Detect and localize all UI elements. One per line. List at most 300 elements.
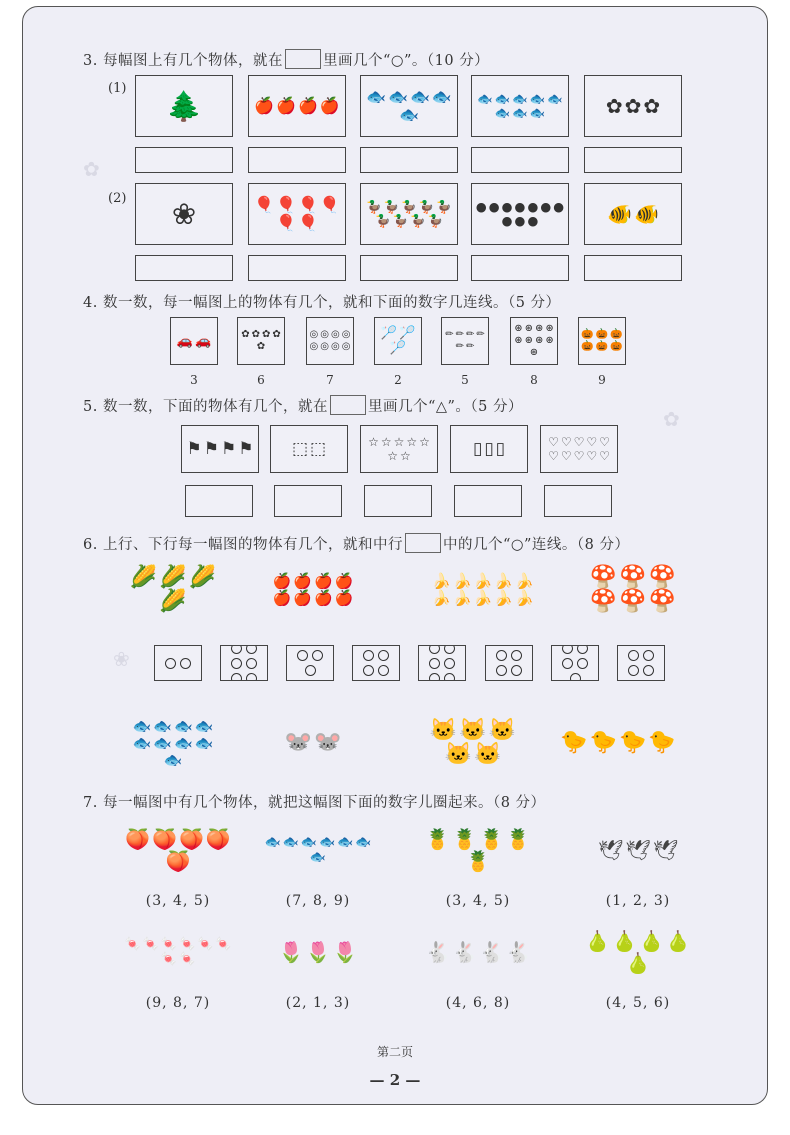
duck-icon: 🦆 (392, 213, 408, 228)
cylinder-icon: ▯ (484, 438, 494, 459)
picture-frame (471, 75, 569, 137)
flower-icon: ✿ (624, 94, 642, 118)
picture-frame (584, 183, 682, 245)
ball-icon: ● (475, 198, 487, 214)
circle-box (551, 645, 599, 681)
fish-icon: 🐟 (529, 90, 546, 106)
apple-icon: 🍎 (254, 96, 275, 115)
apple-icon: 🍎 (319, 96, 340, 115)
picture-frame (360, 183, 458, 245)
pineapple-icon: 🍍 (479, 827, 504, 851)
flower-icon: ✿ (241, 329, 250, 340)
star-icon: ☆ (419, 435, 430, 449)
pumpkin-icon: 🎃 (595, 329, 609, 340)
corn-icon: 🌽 (159, 565, 187, 590)
picture-frame (441, 317, 489, 365)
car-icon: 🚗 (195, 333, 212, 349)
picture-frame (360, 75, 458, 137)
answer-box[interactable] (135, 147, 233, 173)
bleed-through-mark: ✿ (83, 157, 100, 181)
balloon-icon: 🎈 (254, 195, 275, 214)
apple-icon: 🍎 (293, 589, 312, 607)
circle-icon (429, 673, 440, 682)
picture-group (263, 707, 363, 779)
ball-icon: ● (501, 198, 513, 214)
bird-icon: 🕊 (652, 838, 679, 862)
answer-box-sample (405, 533, 441, 553)
number-options[interactable]: (3, 4, 5) (145, 893, 211, 909)
ball-icon: ● (501, 213, 513, 228)
candy-icon: 🍬 (160, 952, 177, 967)
fish-icon: 🐟 (494, 105, 511, 120)
circle-box (352, 645, 400, 681)
picture-group (583, 921, 693, 983)
circle-icon (363, 665, 374, 676)
fish-icon: 🐟 (174, 716, 193, 735)
peach-icon: 🍑 (179, 827, 204, 851)
mushroom-icon: 🍄 (619, 589, 647, 614)
duck-icon: 🦆 (436, 198, 452, 214)
fish-icon: 🐟 (194, 733, 214, 752)
picture-frame (584, 75, 682, 137)
duck-icon: 🦆 (401, 198, 417, 214)
circle-box (220, 645, 268, 681)
corn-icon: 🌽 (188, 565, 217, 590)
number-options[interactable]: (1, 2, 3) (605, 893, 671, 909)
ball-icon: ⊛ (545, 323, 554, 334)
ball-icon: ⊛ (529, 347, 539, 358)
fish-icon: 🐟 (132, 733, 152, 752)
circle-icon (444, 673, 455, 682)
picture-group (423, 707, 523, 779)
ball-icon: ● (514, 198, 526, 214)
fish-icon: 🐟 (410, 87, 430, 106)
pumpkin-icon: 🎃 (610, 329, 623, 340)
pear-icon: 🍐 (625, 951, 651, 975)
mushroom-icon: 🍄 (589, 589, 618, 614)
answer-box[interactable] (584, 255, 682, 281)
answer-box[interactable] (135, 255, 233, 281)
pencil-icon: ✏ (455, 329, 464, 340)
ball-icon: ● (540, 198, 552, 214)
balloon-icon: 🎈 (319, 195, 340, 214)
star-icon: ☆ (393, 435, 405, 449)
picture-frame (510, 317, 558, 365)
banana-icon: 🍌 (473, 572, 493, 590)
candy-icon: 🍬 (179, 952, 196, 967)
fish-icon: 🐟 (388, 87, 408, 106)
heart-icon: ♡ (586, 449, 598, 463)
circle-icon (371, 680, 382, 681)
bleed-through-mark: ❀ (113, 647, 130, 671)
bleed-through-mark: ✿ (663, 407, 680, 431)
answer-box[interactable] (544, 485, 612, 517)
number-options[interactable]: (2, 1, 3) (285, 995, 351, 1011)
page-label: 第二页 (376, 1045, 413, 1059)
balloon-icon: 🎈 (298, 195, 318, 214)
circle-icon (246, 645, 257, 654)
pear-icon: 🍐 (639, 929, 664, 953)
circle-icon (444, 658, 455, 669)
apple-icon: 🍎 (314, 572, 333, 590)
flower-icon: ✿ (272, 329, 281, 340)
question-5-title: 5. 数一数，下面的物体有几个，就在 里画几个“△”。（5 分） (83, 395, 523, 416)
answer-box[interactable] (584, 147, 682, 173)
circle-icon (496, 650, 507, 661)
circle-icon (577, 658, 588, 669)
tree-icon: 🌲 (166, 88, 202, 123)
circle-box (617, 645, 665, 681)
peach-icon: 🍑 (125, 827, 151, 851)
flower-icon: 🌷 (332, 940, 358, 964)
banana-icon: 🍌 (494, 589, 514, 607)
answer-box[interactable] (360, 147, 458, 173)
duck-icon: 🦆 (374, 213, 391, 228)
circle-icon (628, 650, 639, 661)
candy-icon: ◎ (320, 329, 329, 340)
corn-icon: 🌽 (129, 565, 158, 590)
mushroom-icon: 🍄 (648, 589, 677, 614)
picture-frame (248, 183, 346, 245)
cat-icon: 🐱 (488, 718, 517, 743)
ball-icon: ⊛ (514, 335, 523, 346)
picture-frame (270, 425, 348, 473)
duck-icon: 🦆 (383, 198, 400, 214)
picture-frame (450, 425, 528, 473)
fish-icon: 🐟 (337, 835, 354, 850)
heart-icon: ♡ (573, 435, 585, 449)
candy-icon: 🍬 (197, 937, 214, 952)
fish-icon: 🐟 (282, 835, 299, 850)
answer-box-sample (330, 395, 366, 415)
balloon-icon: 🎈 (298, 213, 318, 232)
duck-icon: 🦆 (410, 213, 426, 228)
number-options[interactable]: (4, 5, 6) (605, 995, 671, 1011)
chick-icon: 🐤 (648, 730, 676, 755)
pumpkin-icon: 🎃 (581, 341, 594, 352)
pencil-icon: ✏ (476, 329, 485, 340)
picture-frame (181, 425, 259, 473)
duck-icon: 🦆 (366, 198, 382, 214)
answer-box[interactable] (471, 147, 569, 173)
row-2-label: (2) (108, 191, 127, 206)
ball-icon: ● (514, 213, 526, 228)
peach-icon: 🍑 (165, 849, 191, 873)
candy-icon: ◎ (309, 341, 319, 352)
flower-icon: 🌷 (305, 940, 331, 964)
apple-icon: 🍎 (314, 589, 333, 607)
picture-group (583, 559, 683, 621)
circle-icon (643, 665, 654, 676)
fish-icon: 🐠 (607, 202, 632, 226)
candy-icon: 🍬 (179, 937, 196, 952)
fish-icon: 🐟 (477, 90, 493, 106)
heart-icon: ♡ (586, 435, 598, 449)
answer-box[interactable] (274, 485, 342, 517)
number-options[interactable]: (7, 8, 9) (285, 893, 351, 909)
number-label: 2 (394, 373, 402, 387)
picture-frame (578, 317, 626, 365)
picture-frame (360, 425, 438, 473)
pineapple-icon: 🍍 (452, 827, 477, 851)
shuttlecock-icon: 🏸 (389, 341, 407, 356)
circle-box (418, 645, 466, 681)
cube-icon: ⬚ (291, 438, 308, 459)
banana-icon: 🍌 (494, 572, 514, 590)
cat-icon: 🐱 (429, 718, 458, 743)
heart-icon: ♡ (560, 435, 572, 449)
circle-icon (312, 650, 323, 661)
fish-icon: 🐟 (300, 835, 317, 850)
bird-icon: 🕊 (625, 838, 651, 862)
page-number: — 2 — (369, 1071, 421, 1089)
picture-frame (306, 317, 354, 365)
candy-icon: ◎ (331, 329, 340, 340)
star-icon: ☆ (380, 435, 392, 449)
pear-icon: 🍐 (665, 929, 691, 953)
ball-icon: ⊛ (545, 335, 554, 346)
fish-icon: 🐟 (431, 87, 452, 106)
fish-icon: 🐟 (512, 105, 528, 120)
circle-icon (429, 658, 440, 669)
candy-icon: 🍬 (160, 937, 177, 952)
circle-icon (246, 658, 257, 669)
flower-icon: ✿ (256, 341, 266, 352)
circle-icon (180, 658, 191, 669)
number-label: 9 (598, 373, 606, 387)
circle-icon (444, 645, 455, 654)
pumpkin-icon: 🎃 (610, 341, 623, 352)
number-label: 6 (257, 373, 265, 387)
circle-icon (496, 665, 507, 676)
answer-box[interactable] (360, 255, 458, 281)
picture-group (423, 921, 533, 983)
duck-icon: 🦆 (418, 198, 435, 214)
circle-icon (378, 665, 389, 676)
ball-icon: ⊛ (524, 323, 533, 334)
pineapple-icon: 🍍 (425, 827, 451, 851)
ball-icon: ● (527, 198, 539, 214)
picture-group (123, 819, 233, 881)
candy-icon: ◎ (309, 329, 319, 340)
pear-icon: 🍐 (612, 929, 637, 953)
flower-icon: ✿ (643, 94, 661, 118)
cat-icon: 🐱 (444, 742, 472, 767)
answer-box[interactable] (248, 255, 346, 281)
shuttlecock-icon: 🏸 (380, 326, 397, 341)
star-icon: ☆ (406, 435, 418, 449)
picture-frame (248, 75, 346, 137)
circle-box (286, 645, 334, 681)
star-icon: ☆ (400, 449, 411, 463)
peach-icon: 🍑 (205, 827, 231, 851)
answer-box[interactable] (364, 485, 432, 517)
picture-frame (135, 183, 233, 245)
picture-group (423, 559, 543, 621)
circle-icon (378, 645, 389, 646)
pineapple-icon: 🍍 (465, 849, 491, 873)
fish-icon: 🐟 (153, 716, 172, 735)
fish-icon: 🐟 (163, 750, 183, 769)
chick-icon: 🐤 (619, 730, 647, 755)
circle-icon (297, 650, 308, 661)
cube-icon: ⬚ (310, 438, 327, 459)
circle-icon (378, 650, 389, 661)
circle-box (154, 645, 202, 681)
flower-icon: 🌷 (278, 940, 304, 964)
apple-icon: 🍎 (276, 96, 296, 115)
question-3-title: 3. 每幅图上有几个物体，就在 里画几个“○”。（10 分） (83, 49, 489, 70)
rabbit-icon: 🐇 (452, 940, 477, 964)
circle-box (485, 645, 533, 681)
circle-icon (246, 673, 257, 682)
number-options[interactable]: (4, 6, 8) (445, 995, 511, 1011)
picture-frame (540, 425, 618, 473)
question-4-title: 4. 数一数，每一幅图上的物体有几个，就和下面的数字几连线。（5 分） (83, 295, 561, 311)
heart-icon: ♡ (548, 449, 559, 463)
fish-icon: 🐟 (174, 733, 193, 752)
picture-group (263, 819, 373, 881)
flower-icon: ✿ (605, 94, 623, 118)
candy-icon: 🍬 (142, 937, 159, 952)
picture-group (263, 559, 363, 621)
circle-icon (363, 645, 374, 646)
circle-icon (165, 658, 176, 669)
number-options[interactable]: (3, 4, 5) (445, 893, 511, 909)
fish-icon: 🐟 (512, 90, 528, 106)
circle-icon (231, 673, 242, 682)
balloon-icon: 🎈 (276, 213, 296, 232)
pencil-icon: ✏ (466, 341, 475, 352)
flag-icon: ⚑ (238, 438, 254, 459)
picture-group (263, 921, 373, 983)
fish-icon: 🐟 (494, 90, 511, 106)
circle-icon (231, 658, 242, 669)
picture-group (123, 559, 223, 621)
circle-icon (562, 658, 573, 669)
number-label: 3 (190, 373, 198, 387)
car-icon: 🚗 (176, 333, 193, 349)
answer-box[interactable] (185, 485, 253, 517)
candy-icon: ◎ (331, 341, 340, 352)
banana-icon: 🍌 (515, 572, 534, 590)
chick-icon: 🐤 (589, 730, 617, 755)
fish-icon: 🐟 (366, 87, 387, 106)
fish-icon: 🐟 (153, 733, 172, 752)
banana-icon: 🍌 (473, 589, 493, 607)
flag-icon: ⚑ (186, 438, 202, 459)
ball-icon: ● (553, 198, 565, 214)
heart-icon: ♡ (560, 449, 572, 463)
picture-frame (374, 317, 422, 365)
peach-icon: 🍑 (152, 827, 177, 851)
picture-frame (170, 317, 218, 365)
picture-group (423, 819, 533, 881)
mushroom-icon: 🍄 (648, 565, 677, 590)
cylinder-icon: ▯ (495, 438, 506, 459)
number-label: 5 (461, 373, 469, 387)
circle-icon (511, 665, 522, 676)
pumpkin-icon: 🎃 (595, 341, 609, 352)
heart-icon: ♡ (599, 449, 610, 463)
apple-icon: 🍎 (293, 572, 312, 590)
ball-icon: ⊛ (524, 335, 533, 346)
answer-box[interactable] (248, 147, 346, 173)
picture-frame (237, 317, 285, 365)
apple-icon: 🍎 (334, 572, 354, 590)
pencil-icon: ✏ (455, 341, 464, 352)
circle-icon (570, 673, 581, 682)
picture-frame (135, 75, 233, 137)
corn-icon: 🌽 (159, 589, 187, 614)
apple-icon: 🍎 (272, 572, 292, 590)
flower-icon: ✿ (262, 329, 271, 340)
picture-frame (471, 183, 569, 245)
heart-icon: ♡ (599, 435, 610, 449)
answer-box[interactable] (454, 485, 522, 517)
cat-icon: 🐱 (459, 718, 487, 743)
circle-icon (628, 665, 639, 676)
circle-icon (231, 645, 242, 654)
circle-icon (643, 650, 654, 661)
candy-icon: 🍬 (215, 937, 232, 952)
picture-group (123, 921, 233, 983)
pumpkin-icon: 🎃 (581, 329, 594, 340)
picture-group (123, 707, 223, 779)
chick-icon: 🐤 (560, 730, 588, 755)
fish-icon: 🐟 (399, 105, 419, 124)
apple-icon: 🍎 (298, 96, 318, 115)
mouse-icon: 🐭 (314, 730, 342, 755)
circle-icon (363, 650, 374, 661)
ball-icon: ⊛ (535, 323, 544, 334)
mushroom-icon: 🍄 (589, 565, 618, 590)
circle-icon (305, 665, 316, 676)
fish-icon: 🐠 (634, 202, 659, 226)
ball-icon: ⊛ (514, 323, 523, 334)
flag-icon: ⚑ (203, 438, 219, 459)
mushroom-icon: 🍄 (619, 565, 647, 590)
bird-icon: 🕊 (597, 838, 624, 862)
answer-box[interactable] (471, 255, 569, 281)
question-7-title: 7. 每一幅图中有几个物体，就把这幅图下面的数字儿圈起来。（8 分） (83, 795, 546, 811)
fish-icon: 🐟 (547, 90, 563, 106)
shuttlecock-icon: 🏸 (399, 326, 416, 341)
duck-icon: 🦆 (427, 213, 444, 228)
fish-icon: 🐟 (529, 105, 546, 120)
pencil-icon: ✏ (445, 329, 454, 340)
question-6-title: 6. 上行、下行每一幅图的物体有几个，就和中行 中的几个“○”连线。（8 分） (83, 533, 630, 554)
candy-icon: ◎ (341, 329, 351, 340)
rabbit-icon: 🐇 (425, 940, 451, 964)
number-label: 8 (530, 373, 538, 387)
circle-icon (577, 645, 588, 654)
flower-icon: ✿ (251, 329, 260, 340)
cylinder-icon: ▯ (472, 438, 483, 459)
pencil-icon: ✏ (466, 329, 475, 340)
answer-box-sample (285, 49, 321, 69)
heart-icon: ♡ (548, 435, 559, 449)
rabbit-icon: 🐇 (479, 940, 504, 964)
circle-icon (511, 650, 522, 661)
star-icon: ☆ (387, 449, 398, 463)
picture-group (553, 707, 683, 779)
flag-icon: ⚑ (221, 438, 237, 459)
worksheet-page (22, 6, 768, 1105)
number-options[interactable]: (9, 8, 7) (145, 995, 211, 1011)
heart-icon: ♡ (573, 449, 585, 463)
apple-icon: 🍎 (272, 589, 292, 607)
